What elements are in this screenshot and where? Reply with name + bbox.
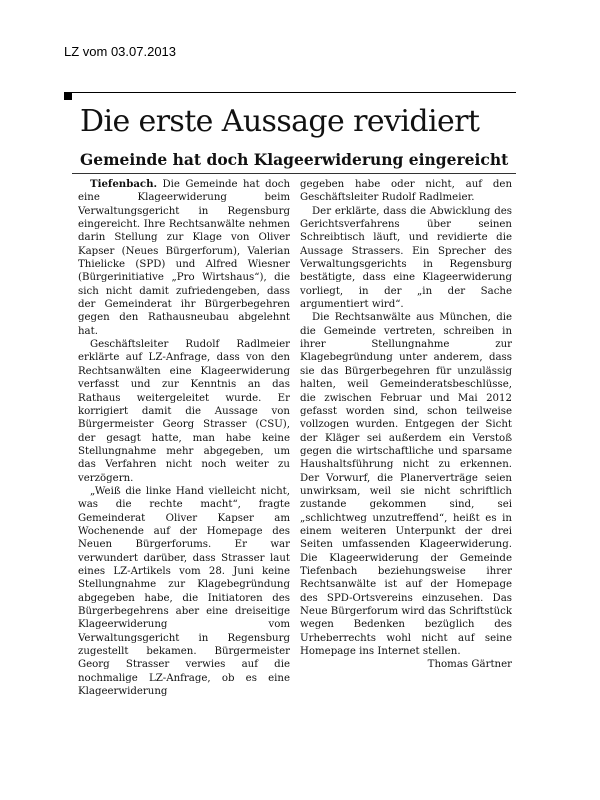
corner-marker xyxy=(64,92,72,100)
author-byline: Thomas Gärtner xyxy=(427,659,512,671)
paragraph: Die Rechtsanwälte aus München, die die Gemeinde vertreten, schreiben in ihrer Stellungnahme zur Klagebegründung unter anderem, dass sie das Bürgerbegehren für unzulässig halten, weil Gemeinderatsbeschlüsse, die zwischen Februar und Mai 2012 gefasst worden sind, schon teilweise vollzogen wurden. Entgegen der Sicht der Kläger sei außerdem ein Verstoß gegen die wirtschaftliche und sparsame Haushaltsführung nicht zu erkennen. Der Vorwurf, die Planerverträge seien unwirksam, weil sie nicht schriftlich zustande gekommen sind, sei „schlichtweg unzutreffend“, heißt es in einem weiteren Unterpunkt der drei Seiten umfassenden Klageerwiderung. Die Klageerwiderung der Gemeinde Tiefenbach beziehungsweise ihrer Rechtsanwälte ist auf der Homepage des SPD-Ortsvereins einzusehen. Das Neue Bürgerforum wird das Schriftstück wegen Bedenken bezüglich des Urheberrechts wohl nicht auf seine Homepage ins Internet stellen. xyxy=(300,312,512,658)
paragraph xyxy=(78,178,290,338)
paragraph-text: Die Gemeinde hat doch eine Klageerwiderung beim Verwaltungsgericht in Regensburg eingereicht. Ihre Rechtsanwälte nehmen darin Stellung zur Klage von Oliver Kapser (Neues Bürgerforum), Valerian Thielicke (SPD) und Alfred Wiesner (Bürgerinitiative „Pro Wirtshaus“), die sich nicht damit zufriedengeben, dass der Gemeinderat ihr Bürgerbegehren gegen den Rathausneubau abgelehnt hat. xyxy=(78,179,290,337)
top-rule xyxy=(72,92,516,93)
paragraph: gegeben habe oder nicht, auf den Geschäftsleiter Rudolf Radlmeier. xyxy=(300,179,512,204)
dateline: Tiefenbach. xyxy=(90,178,158,190)
article-column-left xyxy=(78,178,290,778)
article-column-right xyxy=(300,178,512,778)
headline: Die erste Aussage revidiert xyxy=(80,104,480,139)
paragraph: Geschäftsleiter Rudolf Radlmeier erklärte auf LZ-Anfrage, dass von den Rechtsanwälten eine Klageerwiderung verfasst und zur Kenntnis an das Rathaus weitergeleitet wurde. Er korrigiert damit die Aussage von Bürgermeister Georg Strasser (CSU), der gesagt hatte, man habe keine Stellungnahme mehr abgegeben, um das Verfahren nicht noch weiter zu verzögern. xyxy=(78,339,290,484)
subheadline: Gemeinde hat doch Klageerwiderung eingereicht xyxy=(80,150,509,169)
newspaper-clipping xyxy=(64,92,516,782)
paragraph: „Weiß die linke Hand vielleicht nicht, was die rechte macht“, fragte Gemeinderat Oliver Kapser am Wochenende auf der Homepage des Neuen Bürgerforums. Er war verwundert darüber, dass Strasser laut eines LZ-Artikels vom 28. Juni keine Stellungnahme zur Klagebegründung abgegeben habe, die Initiatoren des Bürgerbegehrens aber eine dreiseitige Klageerwiderung vom Verwaltungsgericht in Regensburg zugestellt bekamen. Bürgermeister Georg Strasser verwies auf die nochmalige LZ-Anfrage, ob es eine Klageerwiderung xyxy=(78,485,290,698)
headline-divider xyxy=(72,173,516,174)
source-line: LZ vom 03.07.2013 xyxy=(64,44,177,59)
paragraph: Der erklärte, dass die Abwicklung des Gerichtsverfahrens über seinen Schreibtisch läuft, und revidierte die Aussage Strassers. Ein Sprecher des Verwaltungsgerichts in Regensburg bestätigte, dass eine Klageerwiderung vorliegt, in der „in der Sache argumentiert wird“. xyxy=(300,205,512,311)
